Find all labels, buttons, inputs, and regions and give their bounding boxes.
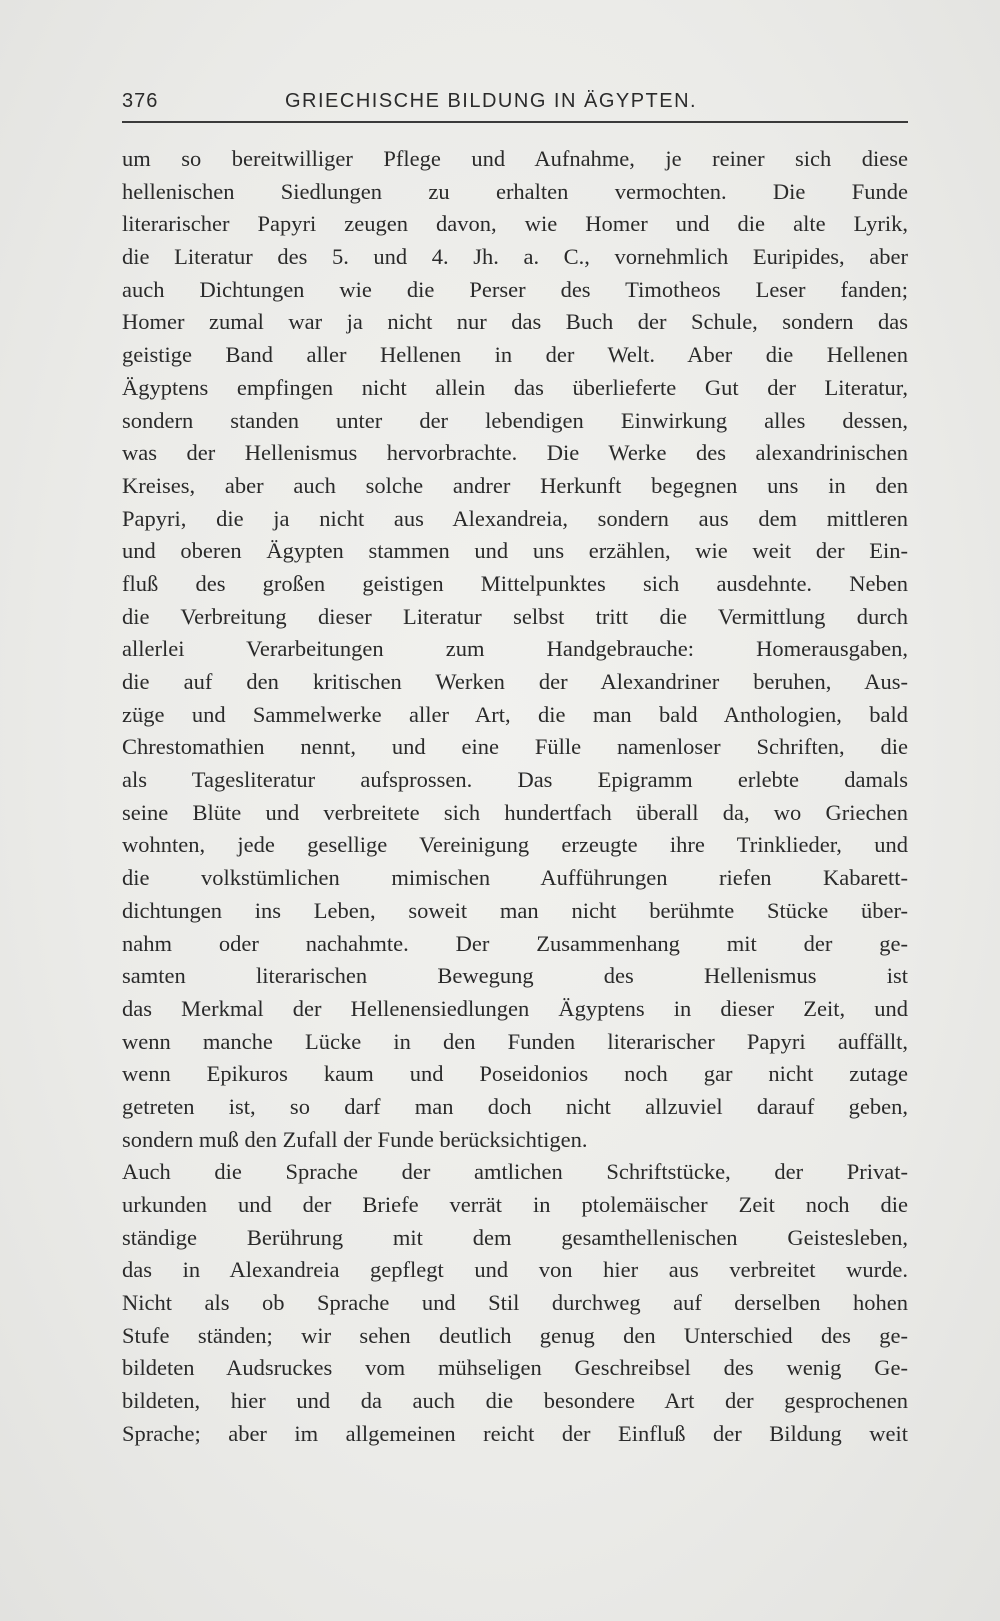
text-line: um so bereitwilliger Pflege und Aufnahme, je reiner sich diese [122,146,908,171]
text-line: das Merkmal der Hellenensiedlungen Ägyptens in dieser Zeit, und [122,995,908,1021]
text-line: die volkstümlichen mimischen Aufführungen riefen Kabarett- [122,865,908,891]
text-line: Chrestomathien nennt, und eine Fülle namenloser Schriften, die [122,734,908,760]
text-line: urkunden und der Briefe verrät in ptolemäischer Zeit noch die [122,1192,908,1217]
text-line: wenn manche Lücke in den Funden literarischer Papyri auffällt, [122,1028,908,1054]
text-line: wohnten, jede gesellige Vereinigung erzeugte ihre Trinklieder, und [122,832,908,858]
text-line: literarischer Papyri zeugen davon, wie Homer und die alte Lyrik, [122,211,908,237]
text-line: wenn Epikuros kaum und Poseidonios noch gar nicht zutage [122,1061,908,1087]
text-line: samten literarischen Bewegung des Hellenismus ist [122,963,908,989]
text-line: geistige Band aller Hellenen in der Welt. Aber die Hellenen [122,342,908,368]
text-line: als Tagesliteratur aufsprossen. Das Epigramm erlebte damals [122,767,908,793]
text-line: Stufe ständen; wir sehen deutlich genug den Unterschied des ge- [122,1322,908,1348]
text-line: hellenischen Siedlungen zu erhalten vermochten. Die Funde [122,178,908,204]
text-line: nahm oder nachahmte. Der Zusammenhang mit der ge- [122,930,908,956]
text-line: getreten ist, so darf man doch nicht allzuviel darauf geben, [122,1093,908,1119]
text-line: dichtungen ins Leben, soweit man nicht berühmte Stücke über- [122,897,908,923]
text-line: Kreises, aber auch solche andrer Herkunft begegnen uns in den [122,472,908,498]
text-line: bildeten Audsruckes vom mühseligen Geschreibsel des wenig Ge- [122,1355,908,1381]
text-line: was der Hellenismus hervorbrachte. Die Werke des alexandrinischen [122,440,908,466]
text-line: Papyri, die ja nicht aus Alexandreia, sondern aus dem mittleren [122,505,908,531]
running-title: GRIECHISCHE BILDUNG IN ÄGYPTEN. [285,90,698,112]
text-line: Nicht als ob Sprache und Stil durchweg auf derselben hohen [122,1290,908,1316]
body-text [122,143,908,1451]
text-line: und oberen Ägypten stammen und uns erzählen, wie weit der Ein- [122,538,908,564]
text-line: allerlei Verarbeitungen zum Handgebrauche: Homerausgaben, [122,636,908,662]
text-line: Homer zumal war ja nicht nur das Buch der Schule, sondern das [122,309,908,335]
text-line: die Literatur des 5. und 4. Jh. a. C., vornehmlich Euripides, aber [122,244,908,270]
text-line: Ägyptens empfingen nicht allein das überlieferte Gut der Literatur, [122,374,908,400]
text-line: ständige Berührung mit dem gesamthellenischen Geistesleben, [122,1224,908,1250]
text-line: die Verbreitung dieser Literatur selbst tritt die Vermittlung durch [122,603,908,629]
text-line: sondern muß den Zufall der Funde berücksichtigen. [122,1126,588,1152]
header-rule [122,121,908,123]
text-line: fluß des großen geistigen Mittelpunktes sich ausdehnte. Neben [122,570,908,596]
text-line: züge und Sammelwerke aller Art, die man bald Anthologien, bald [122,701,908,727]
text-line: auch Dichtungen wie die Perser des Timotheos Leser fanden; [122,276,908,302]
page-number: 376 [122,90,159,112]
text-line: seine Blüte und verbreitete sich hundertfach überall da, wo Griechen [122,799,908,825]
text-line: die auf den kritischen Werken der Alexandriner beruhen, Aus- [122,669,908,694]
text-line: das in Alexandreia gepflegt und von hier aus verbreitet wurde. [122,1257,908,1283]
text-line: bildeten, hier und da auch die besondere Art der gesprochenen [122,1388,908,1414]
text-line: Sprache; aber im allgemeinen reicht der Einfluß der Bildung weit [122,1420,908,1446]
text-line: sondern standen unter der lebendigen Einwirkung alles dessen, [122,407,908,433]
page-header [122,86,908,120]
text-line: Auch die Sprache der amtlichen Schriftstücke, der Privat- [122,1159,908,1185]
